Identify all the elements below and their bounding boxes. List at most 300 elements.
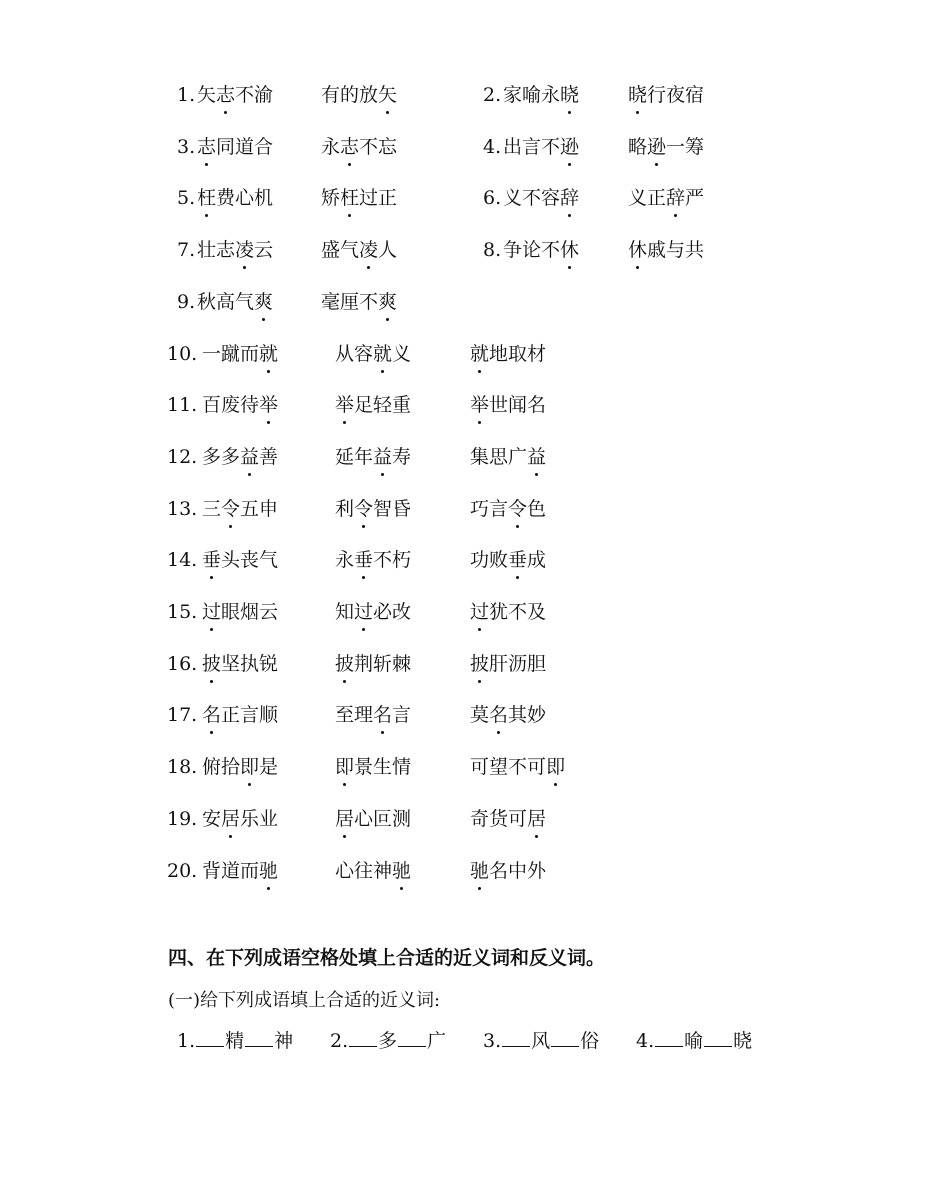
idiom-char: 严 [685, 187, 705, 210]
idiom-char: 共 [685, 239, 705, 262]
blank-line [655, 1030, 683, 1047]
idiom-char: 名 [489, 859, 509, 882]
row-cell [202, 700, 278, 730]
emphasis-dot-char: 益 [240, 442, 259, 472]
row-cell [470, 649, 546, 679]
idiom-char: 过 [359, 187, 379, 210]
idiom-char: 喻 [522, 84, 542, 106]
emphasis-dot-char: 爽 [254, 287, 273, 317]
row-cell [321, 235, 397, 265]
emphasis-dot-char: 居 [335, 804, 354, 834]
idiom-char: 广 [508, 445, 528, 468]
idiom [197, 136, 273, 158]
idiom-char: 言 [489, 497, 509, 520]
blank-line [196, 1030, 224, 1047]
idiom-char: 不 [508, 756, 528, 779]
idiom-char: 乐 [240, 807, 260, 830]
item-number: 3. [483, 1030, 502, 1052]
idiom [321, 84, 397, 106]
idiom [335, 860, 411, 882]
idiom-char: 一 [666, 135, 686, 158]
emphasis-dot-char: 辞 [666, 183, 685, 213]
idiom-char: 不 [235, 84, 255, 106]
row-cell [335, 494, 411, 524]
idiom-char: 道 [235, 135, 255, 158]
idiom-char: 气 [259, 549, 279, 572]
idiom [628, 84, 704, 106]
emphasis-dot-char: 举 [470, 390, 489, 420]
fill-item [483, 1026, 599, 1056]
row-cell [470, 700, 546, 730]
item-number: 15. [167, 601, 198, 623]
row-cell [177, 287, 195, 317]
idiom-char: 人 [378, 239, 398, 262]
item-number: 5. [177, 187, 196, 210]
idiom-char: 与 [666, 239, 686, 262]
emphasis-dot-char: 即 [546, 752, 565, 782]
idiom-char: 延 [335, 445, 355, 468]
emphasis-dot-char: 驰 [470, 856, 489, 886]
emphasis-dot-char: 辞 [560, 183, 579, 213]
idiom-char: 头 [221, 549, 241, 572]
emphasis-dot-char: 志 [197, 132, 216, 162]
idiom-char: 忘 [378, 135, 398, 158]
item-number: 9. [177, 290, 196, 313]
idiom [197, 187, 273, 209]
idiom-char: 不 [541, 239, 561, 262]
idiom-char: 名 [527, 394, 547, 417]
idiom [470, 704, 546, 726]
idiom-char: 望 [489, 756, 509, 779]
idiom-char: 不 [373, 549, 393, 572]
row-cell [167, 339, 197, 369]
row-cell [335, 597, 411, 627]
idiom-char: 而 [240, 342, 260, 365]
row-cell [321, 287, 397, 317]
row-cell [483, 132, 501, 162]
row-cell [321, 132, 397, 162]
row-cell [167, 494, 197, 524]
idiom-char: 的 [340, 84, 360, 106]
idiom [197, 239, 273, 261]
idiom-char: 行 [647, 84, 667, 106]
emphasis-dot-char: 即 [335, 752, 354, 782]
item-number: 16. [167, 652, 198, 675]
idiom-char: 拾 [221, 756, 241, 779]
idiom-char: 放 [359, 84, 379, 106]
idiom-char: 执 [240, 652, 260, 675]
idiom [202, 653, 278, 675]
idiom-char: 改 [392, 601, 412, 623]
idiom-char: 心 [235, 187, 255, 210]
idiom-char: 气 [235, 290, 255, 313]
row-cell [470, 597, 546, 627]
idiom-char: 待 [240, 394, 260, 417]
emphasis-dot-char: 垂 [508, 545, 527, 575]
given-char: 晓 [733, 1030, 753, 1052]
item-number: 4. [636, 1030, 655, 1052]
idiom-char: 莫 [470, 704, 490, 727]
row-cell [197, 80, 273, 110]
idiom-char: 必 [373, 601, 393, 623]
idiom-char: 可 [527, 756, 547, 779]
row-cell [628, 80, 704, 110]
idiom-char: 肝 [489, 652, 509, 675]
idiom [202, 704, 278, 726]
idiom [202, 394, 278, 416]
idiom-char: 往 [354, 859, 374, 882]
idiom-char: 永 [321, 135, 341, 158]
idiom [202, 756, 278, 778]
idiom-char: 言 [392, 704, 412, 727]
idiom-char: 外 [527, 859, 547, 882]
idiom-char: 败 [489, 549, 509, 572]
fill-item [636, 1026, 752, 1056]
item-number: 20. [167, 859, 198, 882]
idiom-char: 犹 [489, 601, 509, 623]
idiom [202, 343, 278, 365]
row-cell [335, 545, 411, 575]
fill-item [177, 1026, 293, 1056]
item-number: 7. [177, 239, 196, 262]
row-cell [470, 545, 546, 575]
emphasis-dot-char: 举 [335, 390, 354, 420]
idiom-char: 不 [359, 135, 379, 158]
row-cell [167, 545, 197, 575]
idiom [202, 549, 278, 571]
idiom-char: 材 [527, 342, 547, 365]
idiom [470, 498, 546, 520]
idiom-char: 蹴 [221, 342, 241, 365]
emphasis-dot-char: 休 [628, 235, 647, 265]
emphasis-dot-char: 驰 [392, 856, 411, 886]
row-cell [335, 856, 411, 886]
idiom [202, 446, 278, 468]
row-cell [202, 545, 278, 575]
idiom-char: 棘 [392, 652, 412, 675]
item-number: 11. [167, 394, 198, 417]
idiom-char: 秋 [197, 290, 217, 313]
idiom-char: 多 [202, 445, 222, 468]
idiom [202, 498, 278, 520]
idiom [335, 653, 411, 675]
row-cell [470, 752, 565, 782]
idiom-char: 是 [259, 756, 279, 779]
idiom-char: 云 [254, 239, 274, 262]
row-cell [202, 856, 278, 886]
row-cell [470, 339, 546, 369]
synonym-subheading: (一)给下列成语填上合适的近义词: [168, 990, 441, 1011]
idiom [503, 84, 579, 106]
row-cell [483, 235, 501, 265]
blank-line [245, 1030, 273, 1047]
idiom-char: 沥 [508, 652, 528, 675]
idiom-char: 多 [221, 445, 241, 468]
idiom-char: 思 [489, 445, 509, 468]
idiom-char: 一 [202, 342, 222, 365]
row-cell [335, 649, 411, 679]
item-number: 3. [177, 135, 196, 158]
row-cell [202, 442, 278, 472]
idiom-char: 心 [335, 859, 355, 882]
idiom-char: 筹 [685, 135, 705, 158]
idiom-char: 费 [216, 187, 236, 210]
idiom-char: 景 [354, 756, 374, 779]
idiom-char: 三 [202, 497, 222, 520]
emphasis-dot-char: 驰 [259, 856, 278, 886]
idiom-char: 年 [354, 445, 374, 468]
row-cell [335, 700, 411, 730]
row-cell [321, 80, 397, 110]
idiom [470, 549, 546, 571]
row-cell [470, 494, 546, 524]
idiom-char: 五 [240, 497, 260, 520]
idiom-char: 至 [335, 704, 355, 727]
idiom [470, 343, 546, 365]
emphasis-dot-char: 矢 [378, 80, 397, 110]
idiom-char: 同 [216, 135, 236, 158]
row-cell [197, 235, 273, 265]
row-cell [197, 183, 273, 213]
emphasis-dot-char: 晓 [628, 80, 647, 110]
row-cell [503, 235, 579, 265]
idiom-char: 色 [527, 497, 547, 520]
idiom-char: 奇 [470, 807, 490, 830]
idiom [197, 84, 273, 106]
blank-line [551, 1030, 579, 1047]
emphasis-dot-char: 举 [259, 390, 278, 420]
idiom-char: 善 [259, 445, 279, 468]
emphasis-dot-char: 就 [259, 339, 278, 369]
idiom-char: 义 [628, 187, 648, 210]
item-number: 1. [177, 84, 196, 106]
idiom [335, 498, 411, 520]
emphasis-dot-char: 名 [373, 700, 392, 730]
idiom-char: 机 [254, 187, 274, 210]
idiom [321, 136, 397, 158]
idiom [335, 446, 411, 468]
idiom-char: 气 [340, 239, 360, 262]
idiom [470, 756, 565, 778]
given-char: 精 [225, 1030, 245, 1052]
idiom-char: 顺 [259, 704, 279, 727]
idiom-char: 世 [489, 394, 509, 417]
row-cell [628, 235, 704, 265]
emphasis-dot-char: 令 [354, 494, 373, 524]
row-cell [503, 80, 579, 110]
idiom [503, 136, 579, 158]
idiom-char: 寿 [392, 445, 412, 468]
section-four-heading: 四、在下列成语空格处填上合适的近义词和反义词。 [168, 947, 606, 969]
idiom-char: 正 [378, 187, 398, 210]
emphasis-dot-char: 爽 [378, 287, 397, 317]
idiom [628, 239, 704, 261]
idiom-char: 神 [373, 859, 393, 882]
row-cell [202, 804, 278, 834]
idiom-char: 争 [503, 239, 523, 262]
item-number: 12. [167, 445, 198, 468]
fill-item [330, 1026, 446, 1056]
idiom [628, 136, 704, 158]
emphasis-dot-char: 凌 [359, 235, 378, 265]
idiom-char: 货 [489, 807, 509, 830]
emphasis-dot-char: 居 [221, 804, 240, 834]
row-cell [628, 132, 704, 162]
emphasis-dot-char: 名 [489, 700, 508, 730]
idiom-char: 集 [470, 445, 490, 468]
idiom [628, 187, 704, 209]
emphasis-dot-char: 即 [240, 752, 259, 782]
idiom [470, 653, 546, 675]
idiom-char: 有 [321, 84, 341, 106]
idiom-char: 从 [335, 342, 355, 365]
emphasis-dot-char: 休 [560, 235, 579, 265]
row-cell [197, 132, 273, 162]
idiom [197, 291, 273, 313]
idiom-char: 矫 [321, 187, 341, 210]
idiom-char: 巧 [470, 497, 490, 520]
idiom-char: 成 [527, 549, 547, 572]
idiom-char: 废 [221, 394, 241, 417]
idiom-char: 不 [522, 187, 542, 210]
idiom-char: 夜 [666, 84, 686, 106]
item-number: 2. [483, 84, 502, 106]
blank-line [398, 1030, 426, 1047]
idiom [470, 394, 546, 416]
idiom-char: 可 [470, 756, 490, 779]
idiom-char: 论 [522, 239, 542, 262]
idiom-char: 及 [527, 601, 547, 623]
idiom-char: 容 [354, 342, 374, 365]
idiom-char: 略 [628, 135, 648, 158]
idiom-char: 智 [373, 497, 393, 520]
row-cell [167, 649, 197, 679]
idiom-char: 坚 [221, 652, 241, 675]
idiom-char: 业 [259, 807, 279, 830]
idiom-char: 不 [541, 135, 561, 158]
emphasis-dot-char: 益 [527, 442, 546, 472]
idiom [470, 601, 546, 623]
idiom-char: 知 [335, 601, 355, 623]
emphasis-dot-char: 枉 [340, 183, 359, 213]
row-cell [483, 183, 501, 213]
row-cell [177, 80, 195, 110]
idiom-char: 眼 [221, 601, 241, 623]
emphasis-dot-char: 居 [527, 804, 546, 834]
idiom [335, 549, 411, 571]
idiom-char: 百 [202, 394, 222, 417]
idiom-char: 叵 [373, 807, 393, 830]
idiom-char: 荆 [354, 652, 374, 675]
idiom [321, 239, 397, 261]
idiom-char: 合 [254, 135, 274, 158]
row-cell [470, 390, 546, 420]
row-cell [167, 804, 197, 834]
idiom-char: 朽 [392, 549, 412, 572]
idiom-char: 取 [508, 342, 528, 365]
item-number: 4. [483, 135, 502, 158]
idiom-char: 高 [216, 290, 236, 313]
idiom-char: 情 [392, 756, 412, 779]
idiom-char: 锐 [259, 652, 279, 675]
item-number: 13. [167, 497, 198, 520]
item-number: 10. [167, 342, 198, 365]
emphasis-dot-char: 令 [221, 494, 240, 524]
given-char: 神 [274, 1030, 294, 1052]
row-cell [202, 390, 278, 420]
item-number: 14. [167, 549, 198, 572]
row-cell [167, 390, 197, 420]
idiom-char: 斩 [373, 652, 393, 675]
emphasis-dot-char: 披 [470, 649, 489, 679]
emphasis-dot-char: 凌 [235, 235, 254, 265]
idiom-char: 渝 [254, 84, 274, 106]
idiom [202, 808, 278, 830]
emphasis-dot-char: 志 [216, 80, 235, 110]
emphasis-dot-char: 就 [373, 339, 392, 369]
idiom-char: 其 [508, 704, 528, 727]
idiom-char: 测 [392, 807, 412, 830]
idiom [470, 446, 546, 468]
idiom-char: 胆 [527, 652, 547, 675]
idiom-char: 毫 [321, 290, 341, 313]
row-cell [470, 804, 546, 834]
idiom [335, 704, 411, 726]
idiom-char: 志 [216, 239, 236, 262]
blank-line [349, 1030, 377, 1047]
row-cell [167, 442, 197, 472]
idiom-char: 足 [354, 394, 374, 417]
row-cell [202, 752, 278, 782]
idiom-char: 家 [503, 84, 523, 106]
idiom-char: 出 [503, 135, 523, 158]
idiom [470, 808, 546, 830]
row-cell [321, 183, 397, 213]
given-char: 喻 [684, 1030, 704, 1052]
idiom-char: 义 [503, 187, 523, 210]
idiom [335, 601, 411, 623]
idiom-char: 生 [373, 756, 393, 779]
row-cell [202, 494, 278, 524]
row-cell [167, 856, 197, 886]
row-cell [503, 183, 579, 213]
row-cell [503, 132, 579, 162]
idiom [321, 291, 397, 313]
idiom [335, 756, 411, 778]
emphasis-dot-char: 令 [508, 494, 527, 524]
row-cell [202, 649, 278, 679]
row-cell [177, 183, 195, 213]
emphasis-dot-char: 垂 [354, 545, 373, 575]
idiom-char: 丧 [240, 549, 260, 572]
idiom [202, 860, 278, 882]
row-cell [177, 235, 195, 265]
row-cell [197, 287, 273, 317]
emphasis-dot-char: 就 [470, 339, 489, 369]
idiom-char: 义 [392, 342, 412, 365]
given-char: 风 [531, 1030, 551, 1052]
emphasis-dot-char: 过 [202, 597, 221, 627]
idiom [470, 860, 546, 882]
idiom-char: 轻 [373, 394, 393, 417]
idiom-char: 厘 [340, 290, 360, 313]
idiom-char: 正 [647, 187, 667, 210]
row-cell [335, 752, 411, 782]
row-cell [470, 856, 546, 886]
idiom-char: 妙 [527, 704, 547, 727]
emphasis-dot-char: 枉 [197, 183, 216, 213]
idiom-char: 不 [359, 290, 379, 313]
